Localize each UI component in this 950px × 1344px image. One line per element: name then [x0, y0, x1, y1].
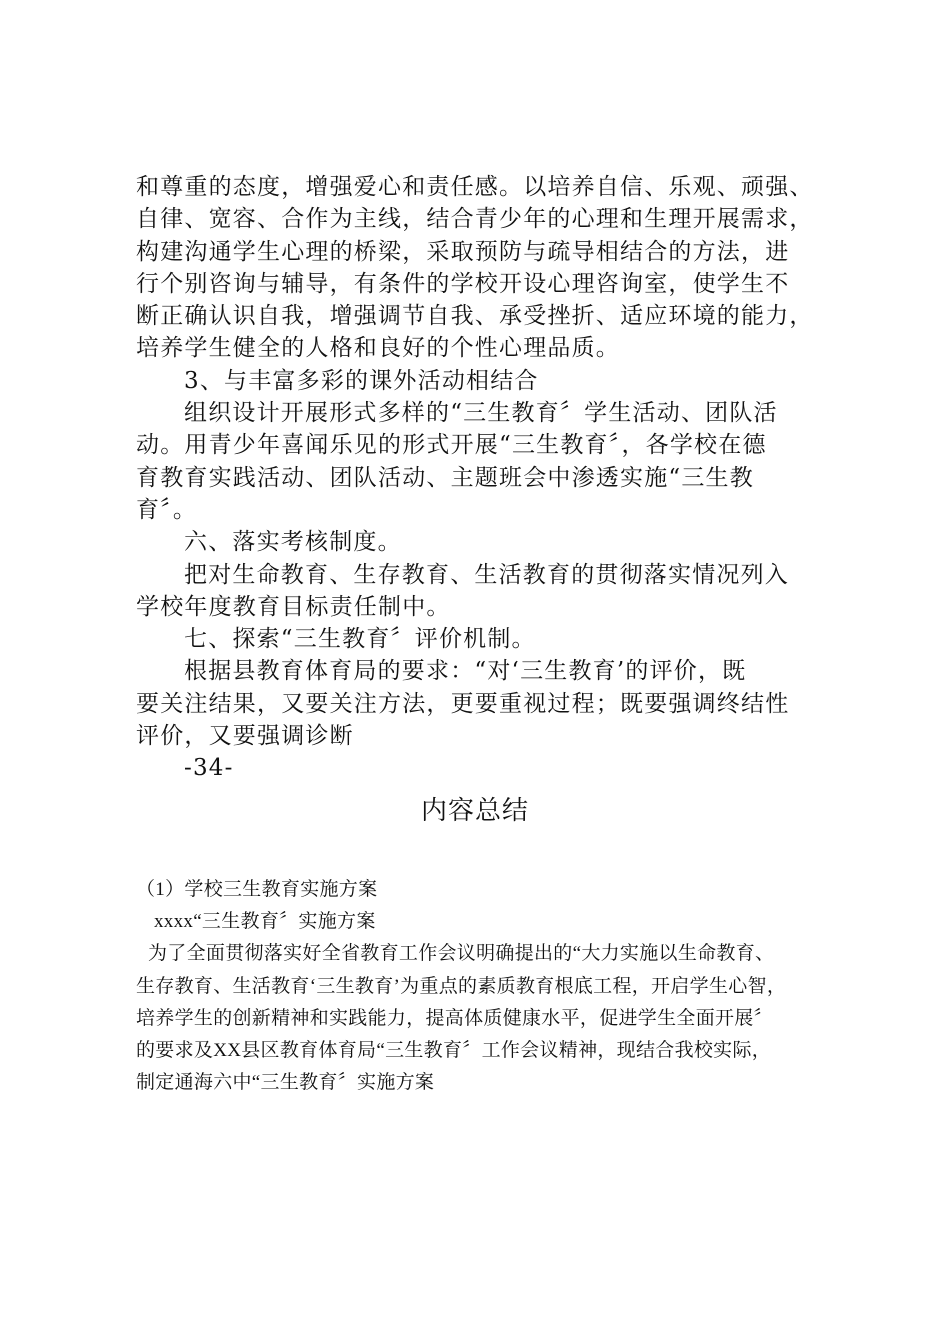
- body-line: 动。用青少年喜闻乐见的形式开展“三生教育〞，各学校在德: [136, 432, 767, 459]
- body-line: 要关注结果，又要关注方法，更要重视过程；既要强调终结性: [136, 690, 790, 717]
- body-line: 行个别咨询与辅导，有条件的学校开设心理咨询室，使学生不: [136, 270, 790, 297]
- body-line: 评价，又要强调诊断: [136, 723, 354, 750]
- summary-text: [136, 874, 836, 1099]
- body-line: 断正确认识自我，增强调节自我、承受挫折、适应环境的能力，: [136, 303, 814, 330]
- summary-title: 内容总结: [420, 796, 529, 826]
- section-heading: 七、探索“三生教育〞评价机制。: [184, 626, 536, 653]
- section-heading: 3、与丰富多彩的课外活动相结合: [184, 367, 539, 394]
- body-line: 构建沟通学生心理的桥梁，采取预防与疏导相结合的方法，进: [136, 238, 790, 265]
- summary-line: 为了全面贯彻落实好全省教育工作会议明确提出的“大力实施以生命教育、: [148, 943, 775, 965]
- summary-line: 的要求及XX县区教育体育局“三生教育〞工作会议精神，现结合我校实际，: [136, 1040, 772, 1062]
- summary-line: 生存教育、生活教育‘三生教育’为重点的素质教育根底工程，开启学生心智，: [136, 975, 787, 997]
- body-line: 把对生命教育、生存教育、生活教育的贯彻落实情况列入: [184, 561, 789, 588]
- body-line: 育教育实践活动、团队活动、主题班会中渗透实施“三生教: [136, 464, 754, 491]
- body-line: 组织设计开展形式多样的“三生教育〞学生活动、团队活: [184, 400, 778, 427]
- section-heading: 六、落实考核制度。: [184, 529, 402, 556]
- body-line: 和尊重的态度，增强爱心和责任感。以培养自信、乐观、顽强、: [136, 174, 814, 200]
- body-line: 育〞。: [136, 496, 198, 523]
- summary-line: 制定通海六中“三生教育〞实施方案: [136, 1072, 435, 1094]
- summary-line: 培养学生的创新精神和实践能力，提高体质健康水平，促进学生全面开展〞: [136, 1007, 773, 1029]
- summary-line: （1）学校三生教育实施方案: [136, 879, 378, 900]
- body-text: [136, 171, 836, 785]
- body-line: 根据县教育体育局的要求：“对‘三生教育’的评价，既: [184, 658, 747, 685]
- body-line: 自律、宽容、合作为主线，结合青少年的心理和生理开展需求，: [136, 206, 814, 233]
- summary-line: xxxx“三生教育〞实施方案: [154, 911, 376, 933]
- body-line: 学校年度教育目标责任制中。: [136, 593, 451, 620]
- body-line: 培养学生健全的人格和良好的个性心理品质。: [136, 335, 620, 362]
- page-number: -34-: [184, 755, 234, 782]
